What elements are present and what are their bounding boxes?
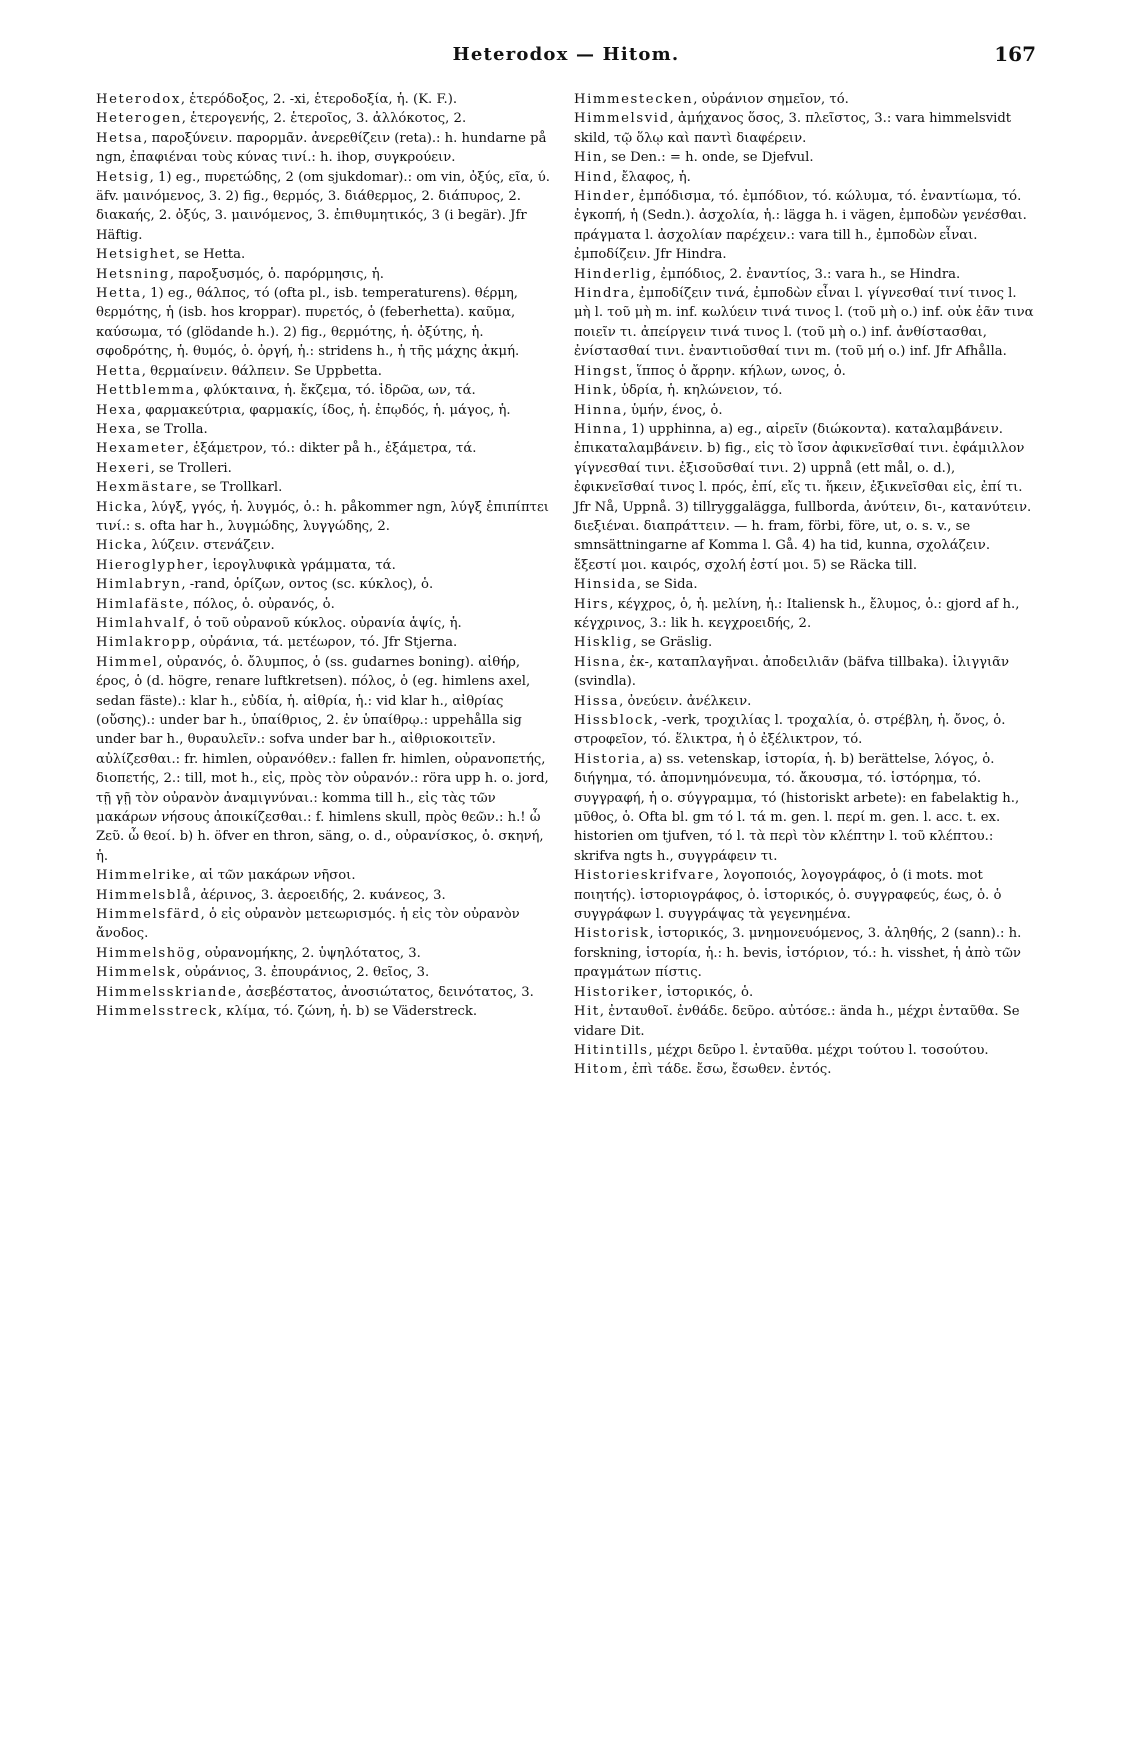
headword: Hetsig	[96, 169, 150, 185]
headword: Himmelsk	[96, 965, 177, 981]
definition: , φαρμακεύτρια, φαρμακίς, ίδος, ἡ. ἐπῳδός, ἡ. μάγος, ἡ.	[137, 402, 511, 418]
definition: , οὐράνιον σημεῖον, τό.	[693, 92, 849, 107]
definition: , κέγχρος, ὁ, ἡ. μελίνη, ἡ.: Italiensk h., ἔλυμος, ὁ.: gjord af h., κέγχρινος, 3.: lik h. κεγχροειδής, 2.	[574, 596, 1020, 631]
dictionary-entry	[574, 1060, 1036, 1079]
headword: Hissblock	[574, 713, 654, 728]
dictionary-entry	[574, 692, 1036, 711]
dictionary-entry	[96, 866, 558, 885]
headword: Hexa	[96, 421, 138, 437]
headword: Hisklig	[574, 635, 633, 651]
definition: , ἐμπόδισμα, τό. ἐμπόδιον, τό. κώλυμα, τό. ἐναντίωμα, τό. ἐγκοπή, ἡ (Sedn.). ἀσχολία, ἡ.: lägga h. i vägen, ἐμποδὼν γενέσθαι. πράγματα l. ἀσχολίαν παρέχειν.: vara till h., ἐμποδὼν εἶναι. ἐμποδίζειν. Jfr Hindra.	[574, 189, 1027, 263]
dictionary-entry	[96, 362, 558, 381]
definition: , ἱστορικός, ὁ.	[658, 984, 754, 1000]
dictionary-entry	[574, 381, 1036, 400]
definition: , φλύκταινα, ἡ. ἔκζεμα, τό. ἱδρῶα, ων, τά.	[195, 383, 476, 399]
definition: , ὑμήν, ένος, ὁ.	[622, 402, 723, 418]
headword: Hitom	[574, 1062, 624, 1078]
definition: , ἑτερόδοξος, 2. -xi, ἑτεροδοξία, ἡ. (K. F.).	[180, 92, 458, 107]
dictionary-entry	[96, 401, 558, 420]
definition: , ἐμπόδιος, 2. ἐναντίος, 3.: vara h., se Hindra.	[652, 266, 961, 282]
headword: Hinsida	[574, 577, 637, 593]
dictionary-entry	[574, 90, 1036, 109]
dictionary-entry	[574, 575, 1036, 594]
dictionary-entry	[96, 983, 558, 1002]
headword: Hexmästare	[96, 480, 194, 496]
definition: , se Hetta.	[176, 247, 246, 263]
definition: , a) ss. vetenskap, ἱστορία, ἡ. b) berättelse, λόγος, ὁ. διήγημα, τό. ἀπομνημόνευμα, τό. ἄκουσμα, τό. ἱστόρημα, τό. συγγραφή, ἡ ο. σύγγραμμα, τό (historiskt arbete): en fabelaktig h., μῦθος, ὁ. Ofta bl. gm τό l. τά m. gen. l. περί m. gen. l. acc. t. ex. historien om tjufven, τό l. τὰ περὶ τὸν κλέπτην l. τοῦ κλέπτου.: skrifva ngts h., συγγράφειν τι.	[574, 751, 1020, 864]
page-header	[96, 40, 1036, 74]
dictionary-entry	[574, 148, 1036, 167]
headword: Himmelsvid	[574, 111, 670, 127]
headword: Hisna	[574, 654, 621, 670]
definition: , 1) upphinna, a) eg., αἱρεῖν (διώκοντα). καταλαμβάνειν. ἐπικαταλαμβάνειν. b) fig., εἰς τὸ ἴσον ἀφικνεῖσθαί τινι. ἐφάμιλλον γίγνεσθαί τινι. ἐξισοῦσθαί τινι. 2) uppnå (ett mål, o. d.), ἐφικνεῖσθαί τινος l. πρός, ἐπί, εἴς τι. ἥκειν, ἐξικνεῖσθαι εἰς, ἐπί τι. Jfr Nå, Uppnå. 3) tillryggalägga, fullborda, ἀνύτειν, δι-, κατανύτειν. διεξιέναι. διαπράττειν. — h. fram, förbi, före, ut, o. s. v., se smnsättningarne af Komma l. Gå. 4) ha tid, kunna, σχολάζειν. ἔξεστί μοι. καιρός, σχολή ἐστί μοι. 5) se Räcka till.	[574, 421, 1032, 573]
dictionary-entry	[96, 420, 558, 439]
dictionary-entry	[96, 109, 558, 128]
definition: , οὐρανός, ὁ. ὄλυμπος, ὁ (ss. gudarnes boning). αἰθήρ, έρος, ὁ (d. högre, renare luftkretsen). πόλος, ὁ (eg. himlens axel, sedan fäste).: klar h., εὐδία, ἡ. αἰθρία, ἡ.: vid klar h., αἰθρίας (οὔσης).: under bar h., ὑπαίθριος, 2. ἐν ὑπαίθρῳ.: uppehålla sig under bar h., θυραυλεῖν.: sofva under bar h., αἰθριοκοιτεῖν. αὐλίζεσθαι.: fr. himlen, οὐρανόθεν.: fallen fr. himlen, οὐρανοπετής, διοπετής, 2.: till, mot h., εἰς, πρὸς τὸν οὐρανόν.: röra upp h. o. jord, τῇ γῇ τὸν οὐρανὸν ἀναμιγνύναι.: komma till h., εἰς τὰς τῶν μακάρων νήσους ἀποικίζεσθαι.: f. himlens skull, πρὸς θεῶν.: h.! ὦ Ζεῦ. ὦ θεοί. b) h. öfver en thron, säng, o. d., οὐρανίσκος, ὁ. σκηνή, ἡ.	[96, 654, 549, 864]
headword: Himlakropp	[96, 635, 192, 651]
definition: , se Trollkarl.	[193, 480, 283, 496]
dictionary-entry	[96, 575, 558, 594]
dictionary-entry	[574, 401, 1036, 420]
definition: , ἐκ-, καταπλαγῆναι. ἀποδειλιᾶν (bäfva tillbaka). ἰλιγγιᾶν (svindla).	[574, 654, 1010, 690]
dictionary-entry	[574, 420, 1036, 575]
headword: Hieroglypher	[96, 557, 205, 573]
dictionary-entry	[574, 168, 1036, 187]
headword: Historiker	[574, 984, 659, 1000]
definition: , ὁ τοῦ οὐρανοῦ κύκλος. οὐρανία ἁψίς, ἡ.	[185, 615, 462, 631]
headword: Hetsning	[96, 266, 170, 282]
definition: , κλίμα, τό. ζώνη, ἡ. b) se Väderstreck.	[217, 1004, 478, 1020]
definition: , ἐνταυθοῖ. ἐνθάδε. δεῦρο. αὐτόσε.: ända h., μέχρι ἐνταῦθα. Se vidare Dit.	[574, 1004, 1020, 1039]
right-column	[574, 90, 1036, 1080]
dictionary-entry	[574, 362, 1036, 381]
dictionary-entry	[96, 284, 558, 362]
definition: , ἐπὶ τάδε. ἔσω, ἔσωθεν. ἐντός.	[623, 1062, 832, 1078]
columns	[96, 90, 1036, 1080]
definition: , ὀνεύειν. ἀνέλκειν.	[619, 693, 752, 709]
definition: , παροξυσμός, ὁ. παρόρμησις, ἡ.	[169, 266, 384, 282]
definition: , se Den.: = h. onde, se Djefvul.	[603, 150, 814, 166]
definition: , ἑτερογενής, 2. ἑτεροῖος, 3. ἀλλόκοτος, 2.	[181, 111, 467, 127]
dictionary-entry	[574, 653, 1036, 692]
dictionary-entry	[574, 109, 1036, 148]
headword: Heterodox	[96, 92, 181, 107]
headword: Hettblemma	[96, 383, 196, 399]
headword: Heterogen	[96, 111, 182, 127]
headword: Himmelshög	[96, 945, 197, 961]
headword: Hicka	[96, 538, 143, 554]
definition: , se Gräslig.	[632, 635, 713, 651]
left-column	[96, 90, 558, 1080]
dictionary-entry	[96, 498, 558, 537]
headword: Hinder	[574, 189, 631, 205]
definition: , se Trolleri.	[150, 460, 232, 476]
dictionary-entry	[96, 90, 558, 109]
headword: Hinna	[574, 402, 623, 418]
definition: , ἀσεβέστατος, ἀνοσιώτατος, δεινότατος, 3.	[237, 984, 534, 1000]
definition: , 1) eg., θάλπος, τό (ofta pl., isb. temperaturens). θέρμη, θερμότης, ἡ (isb. hos kroppar). πυρετός, ὁ (feberhetta). καῦμα, καύσωμα, τό (glödande h.). 2) fig., θερμότης, ἡ. ὀξύτης, ἡ. σφοδρότης, ἡ. θυμός, ὁ. ὀργή, ἡ.: stridens h., ἡ τῆς μάχης ἀκμή.	[96, 286, 520, 360]
headword: Hexa	[96, 402, 138, 418]
dictionary-entry	[96, 129, 558, 168]
headword: Hindra	[574, 286, 631, 302]
headword: Hicka	[96, 499, 143, 515]
dictionary-entry	[96, 595, 558, 614]
headword: Himmelsblå	[96, 887, 193, 903]
dictionary-entry	[574, 711, 1036, 750]
dictionary-entry	[96, 633, 558, 652]
dictionary-entry	[96, 963, 558, 982]
headword: Himlafäste	[96, 596, 185, 612]
dictionary-entry	[96, 886, 558, 905]
headword: Historisk	[574, 926, 650, 942]
dictionary-entry	[574, 284, 1036, 362]
definition: , se Sida.	[636, 577, 698, 593]
dictionary-entry	[96, 439, 558, 458]
definition: , ὑδρία, ἡ. κηλώνειον, τό.	[612, 383, 783, 399]
dictionary-entry	[96, 556, 558, 575]
headword: Hirs	[574, 596, 610, 612]
dictionary-entry	[96, 614, 558, 633]
dictionary-entry	[96, 168, 558, 246]
definition: , οὐρανομήκης, 2. ὑψηλότατος, 3.	[196, 945, 421, 961]
dictionary-entry	[96, 1002, 558, 1021]
headword: Himmelsstreck	[96, 1004, 218, 1020]
headword: Himmelrike	[96, 868, 192, 884]
dictionary-entry	[96, 265, 558, 284]
headword: Hingst	[574, 363, 629, 379]
dictionary-entry	[574, 983, 1036, 1002]
dictionary-entry	[96, 905, 558, 944]
dictionary-entry	[96, 478, 558, 497]
definition: , μέχρι δεῦρο l. ἐνταῦθα. μέχρι τούτου l. τοσούτου.	[648, 1042, 989, 1058]
dictionary-entry	[574, 866, 1036, 924]
headword: Himmestecken	[574, 92, 694, 107]
dictionary-entry	[574, 924, 1036, 982]
dictionary-entry	[574, 633, 1036, 652]
definition: , ἵππος ὁ ἄρρην. κήλων, ωνος, ὁ.	[628, 363, 846, 379]
definition: , ἐμποδίζειν τινά, ἐμποδὼν εἶναι l. γίγνεσθαί τινί τινος l. μὴ l. τοῦ μὴ m. inf. κωλύειν τινά τινος l. (τοῦ μὴ o.) inf. οὐκ ἐᾶν τινα ποιεῖν τι. ἀπείργειν τινά τινος l. (τοῦ μὴ o.) inf. ἀνθίστασθαι, ἐνίστασθαί τινι. ἐναντιοῦσθαί τινι m. (τοῦ μή o.) inf. Jfr Afhålla.	[574, 286, 1034, 360]
definition: , se Trolla.	[137, 421, 208, 437]
headword: Hetta	[96, 363, 142, 379]
headword: Hind	[574, 169, 614, 185]
definition: , ὁ εἰς οὐρανὸν μετεωρισμός. ἡ εἰς τὸν οὐρανὸν ἄνοδος.	[96, 907, 520, 942]
definition: , λύγξ, γγός, ἡ. λυγμός, ὁ.: h. påkommer ngn, λύγξ ἐπιπίπτει τινί.: s. ofta har h., λυγμώδης, λυγγώδης, 2.	[96, 499, 549, 534]
headword: Himmel	[96, 654, 159, 670]
dictionary-entry	[574, 1041, 1036, 1060]
dictionary-entry	[574, 265, 1036, 284]
definition: , ἱερογλυφικὰ γράμματα, τά.	[204, 557, 396, 573]
definition: , -verk, τροχιλίας l. τροχαλία, ὁ. στρέβλη, ἡ. ὄνος, ὁ. στροφεῖον, τό. ἕλικτρα, ἡ ὁ ἐξέλικτρον, τό.	[574, 713, 1006, 748]
dictionary-entry	[574, 1002, 1036, 1041]
headword: Historia	[574, 751, 641, 767]
dictionary-entry	[574, 595, 1036, 634]
headword: Hin	[574, 150, 604, 166]
page-number: 167	[994, 42, 1036, 66]
dictionary-entry	[96, 944, 558, 963]
definition: , ἑξάμετρον, τό.: dikter på h., ἑξάμετρα, τά.	[184, 441, 477, 457]
headword: Himlabryn	[96, 577, 182, 593]
headword: Hetsighet	[96, 247, 177, 263]
definition: , πόλος, ὁ. οὐρανός, ὁ.	[184, 596, 335, 612]
definition: , παροξύνειν. παρορμᾶν. ἀνερεθίζειν (reta).: h. hundarne på ngn, ἐπαφιέναι τοὺς κύνας τινί.: h. ihop, συγκρούειν.	[96, 130, 547, 166]
definition: , οὐράνια, τά. μετέωρον, τό. Jfr Stjerna.	[191, 635, 458, 651]
dictionary-entry	[96, 653, 558, 866]
dictionary-entry	[96, 536, 558, 555]
headword: Hissa	[574, 693, 620, 709]
dictionary-entry	[574, 187, 1036, 265]
definition: , λογοποιός, λογογράφος, ὁ (i mots. mot ποιητής). ἱστοριογράφος, ὁ. ἱστορικός, ὁ. συγγραφεύς, έως, ὁ. ὁ συγγράφων l. συγγράψας τὰ γεγενημένα.	[574, 868, 1002, 923]
definition: , ἱστορικός, 3. μνημονευόμενος, 3. ἀληθής, 2 (sann).: h. forskning, ἱστορία, ἡ.: h. bevis, ἱστόριον, τό.: h. visshet, ἡ ἀπὸ τῶν πραγμάτων πίστις.	[574, 926, 1022, 981]
dictionary-entry	[574, 750, 1036, 866]
definition: , αἱ τῶν μακάρων νῆσοι.	[191, 868, 356, 884]
headword: Hexeri	[96, 460, 151, 476]
headword: Hit	[574, 1004, 600, 1020]
headword: Himmelsfärd	[96, 907, 201, 923]
definition: , 1) eg., πυρετώδης, 2 (om sjukdomar).: om vin, ὀξύς, εῖα, ύ. äfv. μαινόμενος, 3. 2) fig., θερμός, 3. διάθερμος, 2. διάπυρος, 2. διακαής, 2. ὀξύς, 3. μαινόμενος, 3. ἐπιθυμητικός, 3 (i begär). Jfr Häftig.	[96, 169, 550, 243]
definition: , -rand, ὁρίζων, οντος (sc. κύκλος), ὁ.	[181, 577, 434, 593]
headword: Hetta	[96, 286, 142, 302]
headword: Hink	[574, 383, 613, 399]
headword: Hexameter	[96, 441, 185, 457]
definition: , θερμαίνειν. θάλπειν. Se Uppbetta.	[141, 363, 382, 379]
dictionary-entry	[96, 381, 558, 400]
headword: Hitintills	[574, 1042, 649, 1058]
dictionary-entry	[96, 459, 558, 478]
dictionary-entry	[96, 245, 558, 264]
headword: Himmelsskriande	[96, 984, 238, 1000]
definition: , οὐράνιος, 3. ἐπουράνιος, 2. θεῖος, 3.	[176, 965, 430, 981]
definition: , ἀέρινος, 3. ἀεροειδής, 2. κυάνεος, 3.	[192, 887, 446, 903]
definition: , ἔλαφος, ἡ.	[613, 169, 691, 185]
definition: , λύζειν. στενάζειν.	[142, 538, 275, 554]
running-head: Heterodox — Hitom.	[452, 44, 680, 65]
headword: Hinna	[574, 421, 623, 437]
definition: , ἀμήχανος ὅσος, 3. πλεῖστος, 3.: vara himmelsvidt skild, τῷ ὅλῳ καὶ παντὶ διαφέρειν.	[574, 111, 1012, 146]
headword: Hinderlig	[574, 266, 653, 282]
headword: Himlahvalf	[96, 615, 186, 631]
headword: Historieskrifvare	[574, 868, 715, 884]
headword: Hetsa	[96, 130, 144, 146]
